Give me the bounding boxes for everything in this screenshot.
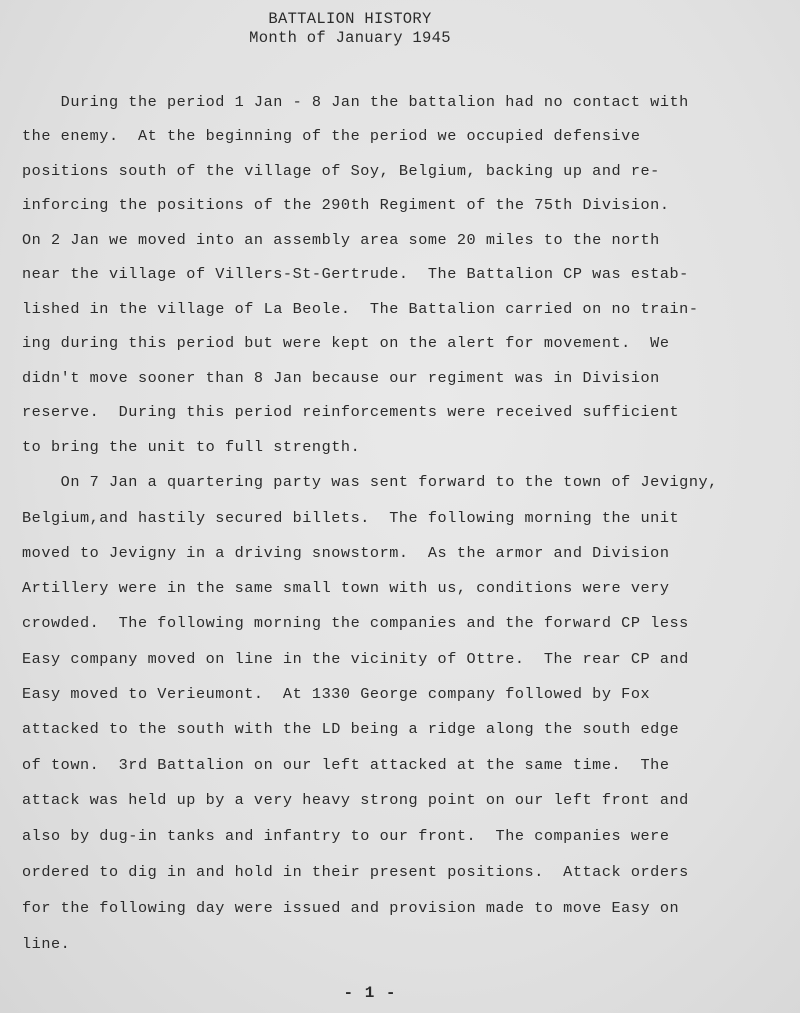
text-line: reserve. During this period reinforcements were received sufficient bbox=[22, 403, 680, 421]
text-line: On 2 Jan we moved into an assembly area some 20 miles to the north bbox=[22, 231, 660, 249]
text-line: ing during this period but were kept on the alert for movement. We bbox=[22, 334, 670, 352]
text-line: Belgium,and hastily secured billets. The following morning the unit bbox=[22, 509, 680, 527]
text-line: near the village of Villers-St-Gertrude. The Battalion CP was estab- bbox=[22, 265, 689, 283]
text-line: During the period 1 Jan - 8 Jan the battalion had no contact with bbox=[22, 93, 689, 111]
text-line: crowded. The following morning the companies and the forward CP less bbox=[22, 614, 689, 632]
text-line: to bring the unit to full strength. bbox=[22, 438, 361, 456]
page-number: - 1 - bbox=[343, 984, 397, 1002]
text-line: On 7 Jan a quartering party was sent forward to the town of Jevigny, bbox=[22, 473, 718, 491]
text-line: for the following day were issued and provision made to move Easy on bbox=[22, 899, 680, 917]
text-line: lished in the village of La Beole. The Battalion carried on no train- bbox=[22, 300, 699, 318]
text-line: line. bbox=[22, 935, 71, 953]
document-header bbox=[0, 10, 700, 48]
text-line: positions south of the village of Soy, Belgium, backing up and re- bbox=[22, 162, 660, 180]
text-line: moved to Jevigny in a driving snowstorm. As the armor and Division bbox=[22, 544, 670, 562]
text-line: didn't move sooner than 8 Jan because our regiment was in Division bbox=[22, 369, 660, 387]
text-line: the enemy. At the beginning of the period we occupied defensive bbox=[22, 127, 641, 145]
text-line: of town. 3rd Battalion on our left attacked at the same time. The bbox=[22, 756, 670, 774]
text-line: Artillery were in the same small town with us, conditions were very bbox=[22, 579, 670, 597]
text-line: attack was held up by a very heavy strong point on our left front and bbox=[22, 791, 689, 809]
document-title: BATTALION HISTORY bbox=[268, 10, 432, 28]
document-subtitle: Month of January 1945 bbox=[249, 29, 451, 47]
text-line: inforcing the positions of the 290th Regiment of the 75th Division. bbox=[22, 196, 670, 214]
text-line: Easy company moved on line in the vicinity of Ottre. The rear CP and bbox=[22, 650, 689, 668]
text-line: also by dug-in tanks and infantry to our front. The companies were bbox=[22, 827, 670, 845]
text-line: ordered to dig in and hold in their present positions. Attack orders bbox=[22, 863, 689, 881]
text-line: Easy moved to Verieumont. At 1330 George company followed by Fox bbox=[22, 685, 651, 703]
text-line: attacked to the south with the LD being a ridge along the south edge bbox=[22, 720, 680, 738]
